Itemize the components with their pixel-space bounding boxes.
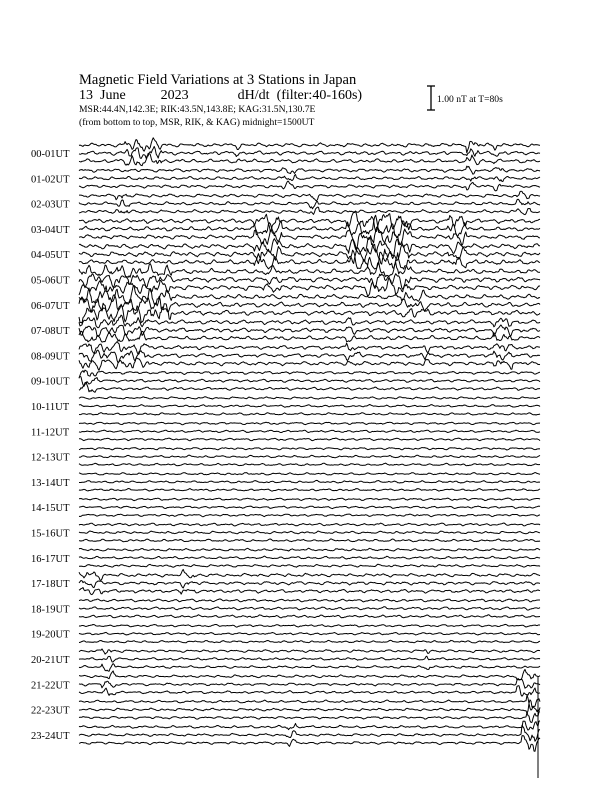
midnight-note: midnight=1500UT [242, 117, 315, 128]
hour-label: 17-18UT [31, 579, 70, 591]
trace-kag [79, 669, 540, 680]
trace-kag [79, 523, 540, 526]
hour-label: 06-07UT [31, 300, 70, 312]
trace-rik [79, 531, 540, 534]
trace-kag [79, 448, 540, 450]
trace-msr [79, 736, 540, 752]
trace-msr [79, 413, 540, 415]
trace-rik [79, 146, 540, 158]
trace-msr [79, 615, 540, 618]
trace-msr [79, 331, 540, 342]
trace-msr [79, 564, 540, 567]
trace-rik [79, 725, 540, 741]
trace-rik [79, 405, 540, 408]
scale-bar [427, 86, 435, 110]
hour-label: 16-17UT [31, 553, 70, 565]
trace-rik [79, 581, 540, 589]
trace-kag [79, 370, 540, 378]
hour-label: 08-09UT [31, 351, 70, 363]
trace-rik [79, 376, 540, 386]
trace-kag [79, 649, 540, 654]
trace-msr [79, 686, 540, 696]
trace-msr [79, 489, 540, 492]
trace-rik [79, 175, 540, 182]
trace-rik [79, 607, 540, 610]
trace-msr [79, 278, 540, 296]
hour-label: 18-19UT [31, 604, 70, 616]
trace-rik [79, 506, 540, 509]
hour-label: 19-20UT [31, 629, 70, 641]
hour-label: 09-10UT [31, 376, 70, 388]
trace-kag [79, 498, 540, 501]
hour-label: 05-06UT [31, 275, 70, 287]
hour-label: 23-24UT [31, 730, 70, 742]
trace-msr [79, 227, 540, 249]
trace-rik [79, 430, 540, 432]
hour-label: 13-14UT [31, 477, 70, 489]
trace-rik [79, 455, 540, 458]
hour-label: 22-23UT [31, 705, 70, 717]
trace-kag [79, 166, 540, 174]
filter-label: (filter:40-160s) [276, 88, 363, 103]
hour-label: 11-12UT [31, 427, 70, 439]
hour-label: 21-22UT [31, 680, 70, 692]
trace-rik [79, 656, 540, 662]
trace-msr [79, 640, 540, 643]
trace-rows [31, 138, 540, 752]
trace-kag [79, 397, 540, 399]
trace-kag [79, 624, 540, 627]
date-year: 2023 [160, 88, 189, 103]
trace-rik [79, 480, 540, 483]
trace-msr [79, 438, 540, 441]
chart-title: Magnetic Field Variations at 3 Stations in Japan [79, 72, 357, 88]
hour-label: 01-02UT [31, 174, 70, 186]
hour-label: 10-11UT [31, 402, 70, 413]
trace-kag [79, 191, 540, 201]
trace-msr [79, 514, 540, 517]
quantity-label: dH/dt [237, 88, 270, 103]
trace-msr [79, 539, 540, 542]
trace-msr [79, 463, 540, 466]
hour-label: 12-13UT [31, 452, 70, 464]
trace-kag [79, 138, 540, 153]
trace-rik [79, 350, 540, 363]
hour-label: 15-16UT [31, 528, 70, 540]
trace-kag [79, 548, 540, 551]
trace-msr [79, 250, 540, 269]
trace-msr [79, 181, 540, 191]
trace-rik [79, 215, 540, 238]
hour-label: 03-04UT [31, 224, 70, 236]
hour-label: 20-21UT [31, 655, 70, 666]
trace-msr [79, 358, 540, 370]
hour-label: 02-03UT [31, 199, 70, 211]
trace-kag [79, 422, 540, 425]
trace-msr [79, 207, 540, 215]
trace-rik [79, 325, 540, 337]
trace-kag [79, 262, 540, 277]
hour-label: 07-08UT [31, 326, 70, 338]
trace-msr [79, 382, 540, 392]
trace-kag [79, 599, 540, 602]
trace-order: (from bottom to top, MSR, RIK, & KAG) [79, 117, 240, 128]
trace-rik [79, 274, 540, 290]
trace-rik [79, 678, 540, 688]
trace-msr [79, 664, 540, 672]
trace-rik [79, 632, 540, 635]
hour-label: 14-15UT [31, 503, 70, 515]
trace-rik [79, 556, 540, 559]
trace-kag [79, 342, 540, 355]
trace-kag [79, 695, 540, 710]
scale-label: 1.00 nT at T=80s [437, 94, 503, 105]
trace-kag [79, 473, 540, 475]
date-month: June [100, 88, 126, 103]
hour-label: 00-01UT [31, 149, 70, 160]
station-coordinates: MSR:44.4N,142.3E; RIK:43.5N,143.8E; KAG:31.5N,130.7E [79, 104, 316, 115]
trace-kag [79, 569, 540, 580]
trace-msr [79, 712, 540, 723]
hour-label: 04-05UT [31, 250, 70, 262]
date-day: 13 [79, 88, 93, 103]
trace-kag [79, 315, 540, 328]
trace-rik [79, 199, 540, 209]
trace-kag [79, 721, 540, 730]
trace-msr [79, 588, 540, 595]
